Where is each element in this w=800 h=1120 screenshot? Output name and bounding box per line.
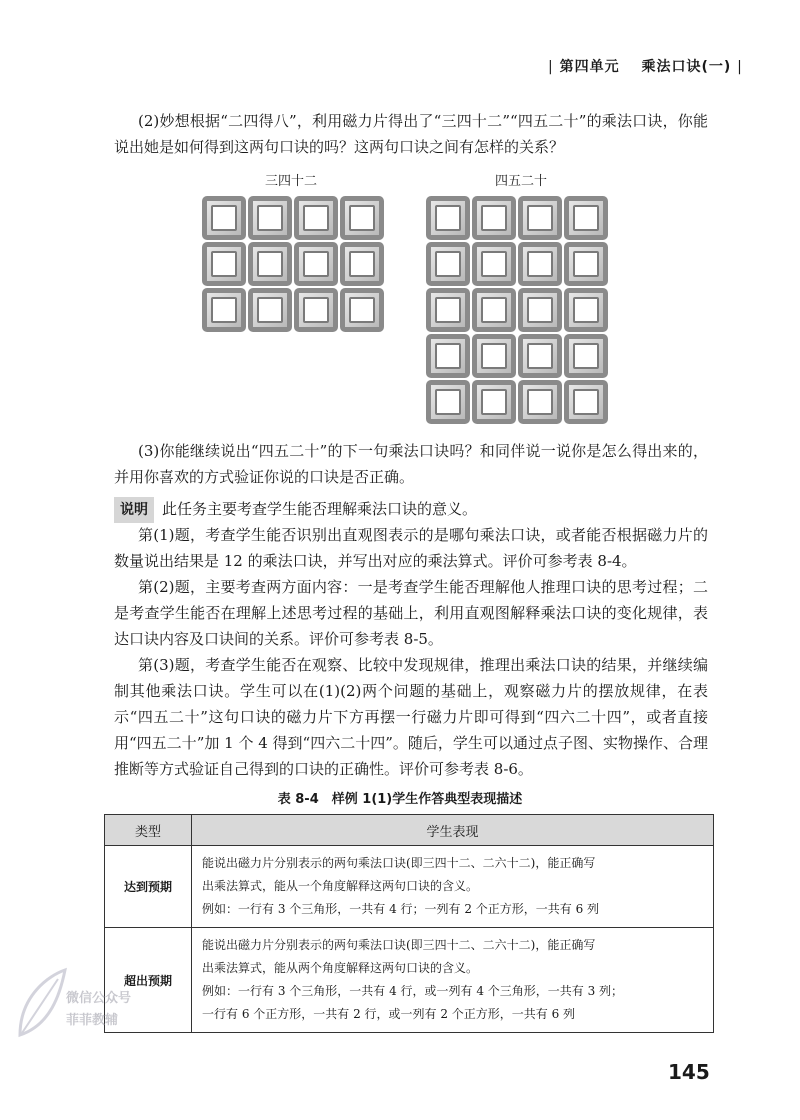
row-type: 超出预期 [105,928,192,1033]
magnet-tile [426,380,470,424]
paragraph-q2: 第(2)题，主要考查两方面内容：一是考查学生能否理解他人推理口诀的思考过程；二是考查学生能否在理解上述思考过程的基础上，利用直观图解释乘法口诀的变化规律，表达口诀内容及口诀间的关系。评价可参考表 8-5。 [114,578,708,648]
magnet-tile [472,334,516,378]
magnet-tile [294,242,338,286]
magnet-tile [340,196,384,240]
magnet-tile [518,380,562,424]
magnet-tile [248,242,292,286]
table-title: 表 8-4 样例 1(1)学生作答典型表现描述 [277,792,523,807]
magnet-tile [472,288,516,332]
table-header-type: 类型 [105,815,192,846]
caption-left: 三四十二 [265,174,318,189]
page-number: 145 [668,1060,710,1084]
magnet-tile [426,288,470,332]
description-line: 例如：一行有 3 个三角形，一共有 4 行；一列有 2 个正方形，一共有 6 列 [202,902,600,916]
header-divider: | [737,59,743,75]
table-header-row [105,815,714,846]
magnet-tile [564,242,608,286]
magnet-tile [202,196,246,240]
magnet-tile [426,196,470,240]
magnet-tile [294,196,338,240]
magnet-tile [518,242,562,286]
header-divider: | [548,59,554,75]
description-line: 能说出磁力片分别表示的两句乘法口诀(即三四十二、二六十二)，能正确写 [202,938,596,952]
magnet-tile [340,242,384,286]
leaf-logo-icon [10,965,70,1045]
row-description [192,846,714,928]
magnet-tile [564,334,608,378]
running-header [548,56,743,76]
note [114,496,708,523]
table-row [105,928,714,1033]
magnet-tile [294,288,338,332]
note-text: 此任务主要考查学生能否理解乘法口诀的意义。 [162,500,478,518]
magnet-tile [518,196,562,240]
magnet-tile [202,242,246,286]
magnet-tile [472,196,516,240]
description-line: 出乘法算式，能从两个角度解释这两句口诀的含义。 [202,961,479,975]
description-line: 例如：一行有 3 个三角形，一共有 4 行，或一列有 4 个三角形，一共有 3 列； [202,984,624,998]
watermark-line-1: 微信公众号 [66,991,132,1006]
header-title: 乘法口诀(一) [641,59,732,75]
question-2-text: (2)妙想根据“二四得八”，利用磁力片得出了“三四十二”“四五二十”的乘法口诀，你能说出她是如何得到这两句口诀的吗？这两句口诀之间有怎样的关系？ [114,112,708,156]
magnet-tile [248,288,292,332]
magnet-tile [564,288,608,332]
question-3-text: (3)你能继续说出“四五二十”的下一句乘法口诀吗？和同伴说一说你是怎么得出来的，并用你喜欢的方式验证你说的口诀是否正确。 [114,442,708,486]
table-header-performance: 学生表现 [192,815,714,846]
watermark-line-2: 菲菲教辅 [66,1013,119,1028]
magnet-tile [472,242,516,286]
watermark [10,965,150,1055]
description-line: 一行有 6 个正方形，一共有 2 行，或一列有 2 个正方形，一共有 6 列 [202,1007,576,1021]
row-type: 达到预期 [105,846,192,928]
magnet-tile [426,242,470,286]
description-line: 能说出磁力片分别表示的两句乘法口诀(即三四十二、二六十二)，能正确写 [202,856,596,870]
magnet-tile [472,380,516,424]
caption-right: 四五二十 [495,174,548,189]
row-description [192,928,714,1033]
performance-table [104,814,714,1033]
magnet-tile [340,288,384,332]
note-tag: 说明 [114,497,154,523]
table-row [105,846,714,928]
magnet-tile [518,288,562,332]
magnet-tile [202,288,246,332]
magnet-tile [248,196,292,240]
magnet-tile [518,334,562,378]
header-unit: 第四单元 [559,59,620,75]
paragraph-q3: 第(3)题，考查学生能否在观察、比较中发现规律，推理出乘法口诀的结果，并继续编制其他乘法口诀。学生可以在(1)(2)两个问题的基础上，观察磁力片的摆放规律，在表示“四五二十”这句口诀的磁力片下方再摆一行磁力片即可得到“四六二十四”，或者直接用“四五二十”加 1 个 4 得到“四六二十四”。随后，学生可以通过点子图、实物操作、合理推断等方式验证自己得到的口诀的正确性。评价可参考表 8-6。 [114,656,708,778]
description-line: 出乘法算式，能从一个角度解释这两句口诀的含义。 [202,879,479,893]
magnet-tile [564,380,608,424]
magnet-tile [564,196,608,240]
paragraph-q1: 第(1)题，考查学生能否识别出直观图表示的是哪句乘法口诀，或者能否根据磁力片的数量说出结果是 12 的乘法口诀，并写出对应的乘法算式。评价可参考表 8-4。 [114,526,708,570]
magnet-tile [426,334,470,378]
